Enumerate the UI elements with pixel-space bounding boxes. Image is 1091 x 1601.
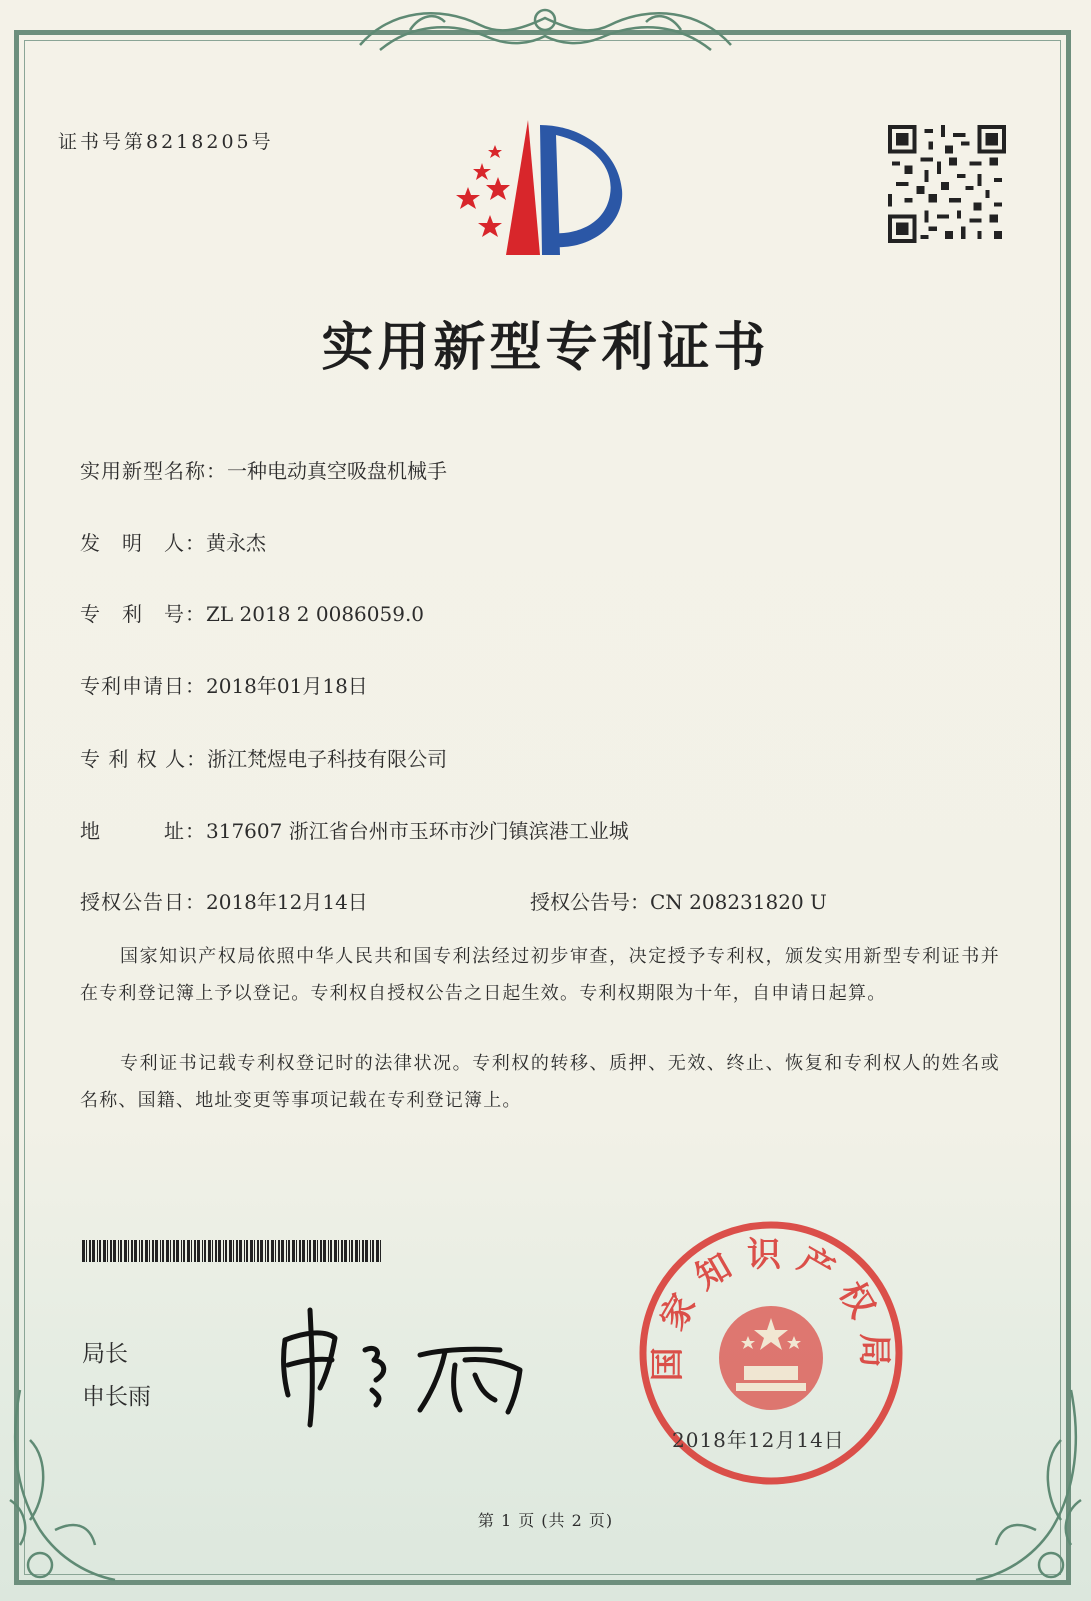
barcode xyxy=(82,1240,384,1262)
barcode-bar xyxy=(194,1240,196,1262)
barcode-bar xyxy=(82,1240,85,1262)
barcode-bar xyxy=(212,1240,213,1262)
barcode-bar xyxy=(155,1240,158,1262)
barcode-bar xyxy=(257,1240,259,1262)
barcode-bar xyxy=(320,1240,322,1262)
director-title: 局长 xyxy=(82,1341,128,1367)
barcode-bar xyxy=(124,1240,127,1262)
field-value: 317607 浙江省台州市玉环市沙门镇滨港工业城 xyxy=(206,819,629,843)
field-label: 地 址： xyxy=(80,819,206,843)
seal-text: 国家知识产权局 xyxy=(647,1234,895,1382)
barcode-bar xyxy=(86,1240,87,1262)
barcode-bar xyxy=(187,1240,190,1262)
barcode-bar xyxy=(362,1240,364,1262)
field-address xyxy=(80,815,629,844)
qr-code xyxy=(888,125,1006,243)
legal-status-paragraph: 专利证书记载专利权登记时的法律状况。专利权的转移、质押、无效、终止、恢复和专利权人的姓名或名称、国籍、地址变更等事项记载在专利登记簿上。 xyxy=(80,1053,1000,1111)
barcode-bar xyxy=(113,1240,116,1262)
field-value: CN 208231820 U xyxy=(650,890,827,914)
field-patentee xyxy=(80,743,447,772)
barcode-bar xyxy=(286,1240,287,1262)
barcode-bar xyxy=(183,1240,185,1262)
barcode-bar xyxy=(134,1240,137,1262)
barcode-bar xyxy=(292,1240,295,1262)
barcode-bar xyxy=(162,1240,164,1262)
barcode-bar xyxy=(271,1240,274,1262)
barcode-bar xyxy=(372,1240,374,1262)
barcode-bar xyxy=(152,1240,154,1262)
barcode-bar xyxy=(89,1240,91,1262)
barcode-bar xyxy=(338,1240,339,1262)
field-label: 授权公告号： xyxy=(530,890,650,914)
barcode-bar xyxy=(208,1240,211,1262)
patent-office-logo xyxy=(440,115,630,260)
field-label: 专 利 权 人： xyxy=(80,747,208,771)
barcode-bar xyxy=(351,1240,353,1262)
barcode-bar xyxy=(275,1240,276,1262)
barcode-bar xyxy=(359,1240,360,1262)
field-value: 一种电动真空吸盘机械手 xyxy=(227,459,447,483)
field-announcement-date xyxy=(80,886,368,915)
barcode-bar xyxy=(307,1240,308,1262)
barcode-bar xyxy=(141,1240,143,1262)
barcode-bar xyxy=(239,1240,242,1262)
barcode-bar xyxy=(254,1240,255,1262)
barcode-bar xyxy=(145,1240,148,1262)
barcode-bar xyxy=(166,1240,169,1262)
certificate-title: 实用新型专利证书 xyxy=(321,318,770,378)
field-value: 黄永杰 xyxy=(206,531,266,555)
barcode-bar xyxy=(97,1240,98,1262)
barcode-bar xyxy=(334,1240,337,1262)
barcode-bar xyxy=(173,1240,175,1262)
bottom-right-ornament xyxy=(971,1380,1091,1601)
barcode-bar xyxy=(103,1240,106,1262)
barcode-bar xyxy=(296,1240,297,1262)
barcode-bar xyxy=(265,1240,266,1262)
barcode-bar xyxy=(107,1240,108,1262)
barcode-bar xyxy=(302,1240,305,1262)
barcode-bar xyxy=(160,1240,161,1262)
barcode-bar xyxy=(191,1240,192,1262)
barcode-bar xyxy=(299,1240,301,1262)
barcode-bar xyxy=(380,1240,381,1262)
barcode-bar xyxy=(344,1240,347,1262)
field-value: 浙江梵煜电子科技有限公司 xyxy=(207,747,448,771)
barcode-bar xyxy=(288,1240,290,1262)
field-label: 专利申请日： xyxy=(80,674,206,698)
barcode-bar xyxy=(250,1240,253,1262)
director-name: 申长雨 xyxy=(82,1384,151,1410)
barcode-bar xyxy=(317,1240,318,1262)
barcode-bar xyxy=(341,1240,343,1262)
field-announcement-number xyxy=(530,886,827,915)
director-signature xyxy=(270,1300,540,1430)
field-label: 实用新型名称： xyxy=(80,459,227,483)
field-label: 发 明 人： xyxy=(80,531,206,555)
barcode-bar xyxy=(260,1240,263,1262)
barcode-bar xyxy=(128,1240,129,1262)
barcode-bar xyxy=(309,1240,311,1262)
issue-date: 2018年12月14日 xyxy=(672,1428,845,1452)
barcode-bar xyxy=(313,1240,316,1262)
field-value: 2018年12月14日 xyxy=(206,890,368,914)
barcode-bar xyxy=(376,1240,379,1262)
barcode-bar xyxy=(281,1240,284,1262)
barcode-bar xyxy=(370,1240,371,1262)
barcode-bar xyxy=(233,1240,234,1262)
barcode-bar xyxy=(236,1240,238,1262)
barcode-bar xyxy=(225,1240,227,1262)
barcode-bar xyxy=(110,1240,112,1262)
barcode-bar xyxy=(92,1240,95,1262)
field-inventor xyxy=(80,527,266,556)
field-label: 授权公告日： xyxy=(80,890,206,914)
barcode-bar xyxy=(355,1240,358,1262)
barcode-bar xyxy=(215,1240,217,1262)
bottom-left-ornament xyxy=(0,1380,120,1601)
field-application-date xyxy=(80,670,368,699)
barcode-bar xyxy=(176,1240,179,1262)
certificate-number: 证书号第8218205号 xyxy=(58,131,274,153)
barcode-bar xyxy=(218,1240,221,1262)
field-value: 2018年01月18日 xyxy=(206,674,368,698)
grant-paragraph: 国家知识产权局依照中华人民共和国专利法经过初步审查，决定授予专利权，颁发实用新型专利证书并在专利登记簿上予以登记。专利权自授权公告之日起生效。专利权期限为十年，自申请日起算。 xyxy=(80,946,1000,1004)
barcode-bar xyxy=(267,1240,269,1262)
barcode-bar xyxy=(99,1240,101,1262)
barcode-bar xyxy=(197,1240,200,1262)
barcode-bar xyxy=(330,1240,332,1262)
barcode-bar xyxy=(204,1240,206,1262)
barcode-bar xyxy=(365,1240,368,1262)
barcode-bar xyxy=(120,1240,122,1262)
barcode-bar xyxy=(131,1240,133,1262)
barcode-bar xyxy=(323,1240,326,1262)
barcode-bar xyxy=(349,1240,350,1262)
barcode-bar xyxy=(244,1240,245,1262)
field-label: 专 利 号： xyxy=(80,602,206,626)
page-indicator: 第 1 页 (共 2 页) xyxy=(477,1511,614,1530)
barcode-bar xyxy=(181,1240,182,1262)
barcode-bar xyxy=(246,1240,248,1262)
barcode-bar xyxy=(328,1240,329,1262)
barcode-bar xyxy=(278,1240,280,1262)
field-patent-number xyxy=(80,598,424,627)
barcode-bar xyxy=(139,1240,140,1262)
top-ornament xyxy=(350,0,741,62)
field-name xyxy=(80,455,447,484)
field-value: ZL 2018 2 0086059.0 xyxy=(206,602,425,626)
barcode-bar xyxy=(202,1240,203,1262)
barcode-bar xyxy=(149,1240,150,1262)
barcode-bar xyxy=(170,1240,171,1262)
barcode-bar xyxy=(229,1240,232,1262)
barcode-bar xyxy=(223,1240,224,1262)
barcode-bar xyxy=(118,1240,119,1262)
